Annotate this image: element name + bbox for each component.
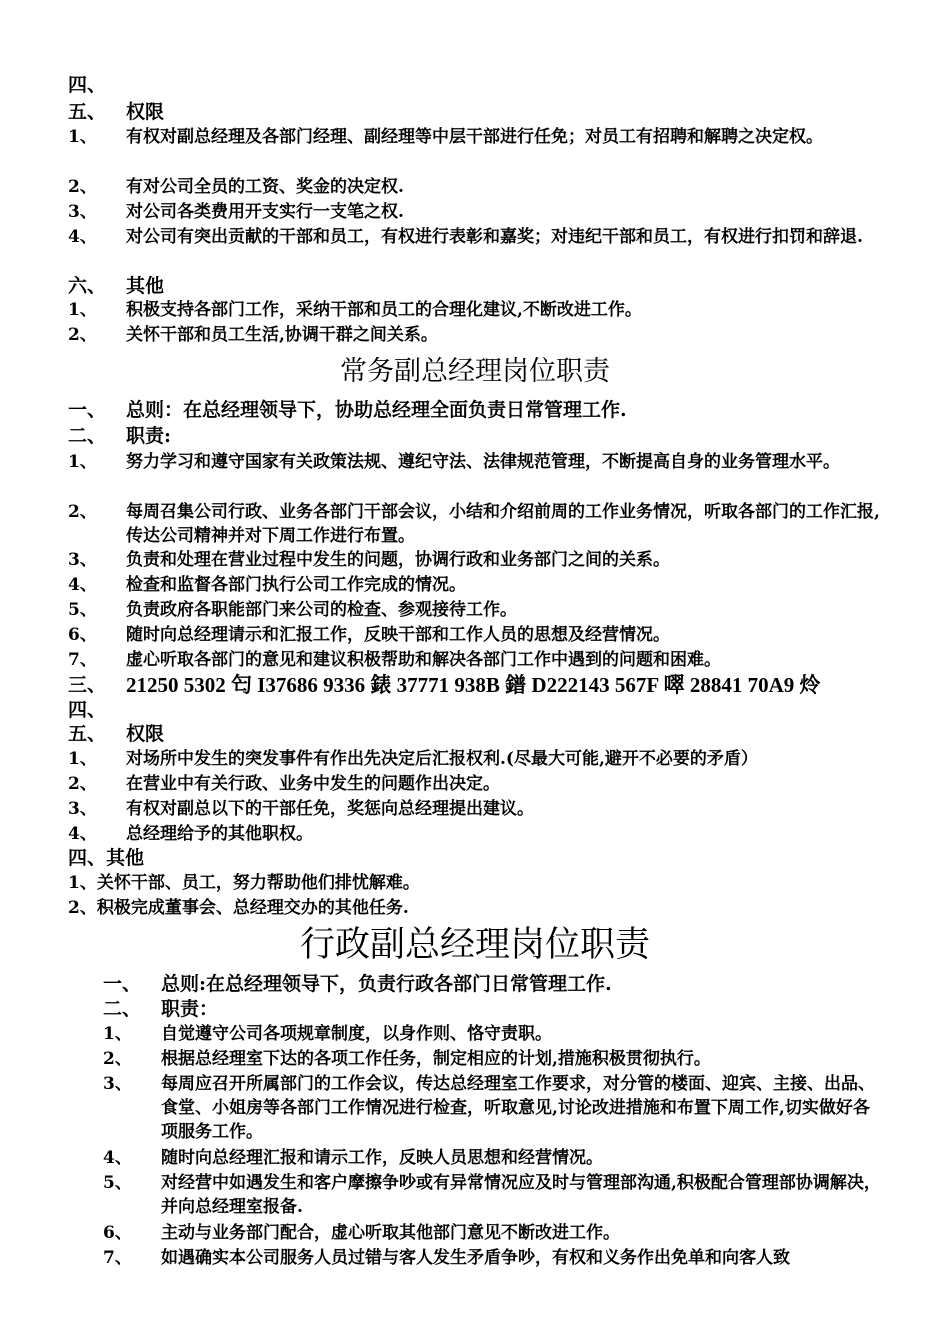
list-item: 2、积极完成董事会、总经理交办的其他任务. — [68, 898, 409, 918]
list-item: 1、关怀干部、员工，努力帮助他们排忧解难。 — [68, 873, 420, 893]
list-item: 1、 努力学习和遵守国家有关政策法规、遵纪守法、法律规范管理，不断提高自身的业务管理水平。 — [68, 452, 840, 472]
list-item: 5、 对经营中如遇发生和客户摩擦争吵或有异常情况应及时与管理部沟通,积极配合管理部协调解决，并向总经理室报备. — [103, 1173, 881, 1217]
list-item: 2、 每周召集公司行政、业务各部门干部会议，小结和介绍前周的工作业务情况，听取各部门的工作汇报,传达公司精神并对下周工作进行布置。 — [68, 502, 880, 546]
section-title: 行政副总经理岗位职责 — [299, 925, 650, 965]
list-item: 1、 有权对副总经理及各部门经理、副经理等中层干部进行任免；对员工有招聘和解聘之决定权。 — [68, 127, 823, 147]
document-page: 四、 五、 权限 1、 有权对副总经理及各部门经理、副经理等中层干部进行任免；对员工有招聘和解聘之决定权。 2、 有对公司全员的工资、奖金的决定权. 3、 对公司各类费用开支实行一支笔之权. 4、 对公司有突出贡献的干部和员工，有权进行表彰和嘉奖；对违纪干部和员工，有权进行扣罚和辞退. 六、 其他 1、 积极支持各部门工作，采纳干部和员工的合理化建议,不断改进工作。 2、 关怀干部和员工生活,协调干群之间关系。 常务副总经理岗位职责 一、 总则：在总经理领导下，协助总经理全面负责日常管理工作. 二、 职责: 1、 努力学习和遵守国家有关政策法规、遵纪守法、法律规范管理，不断提高自身的业务管理水平。 2、 每周召集公司行政、业务各部门干部会议，小结和介绍前周的工作业务情况，听取各部门的工作汇报,传达公司精神并对下周工作进行布置。 3、 负责和处理在营业过程中发生的问题，协调行政和业务部门之间的关系。 4、 检查和监督各部门执行公司工作完成的情况。 5、 负责政府各职能部门来公司的检查、参观接待工作。 6、 随时向总经理请示和汇报工作，反映干部和工作人员的思想及经营情况。 7、 虚心听取各部门的意见和建议积极帮助和解决各部门工作中遇到的问题和困难。 三、 21250 5302 匄 I37686 9336 錶 37771 938B 鐠 D222143 567F 噿 28841 70A9 炩 四、 五、 权限 1、 对场所中发生的突发事件有作出先决定后汇报权利.(尽最大可能,避开不必要的矛盾） 2、 在营业中有关行政、业务中发生的问题作出决定。 3、 有权对副总以下的干部任免，奖惩向总经理提出建议。 4、 总经理给予的其他职权。 四、其他 1、关怀干部、员工，努力帮助他们排忧解难。 2、积极完成董事会、总经理交办的其他任务. 行政副总经理岗位职责 一、 总则:在总经理领导下，负责行政各部门日常管理工作. 二、 职责： 1、 自觉遵守公司各项规章制度，以身作则、恪守责职。 2、 根据总经理室下达的各项工作任务，制定相应的计划,措施积极贯彻执行。 3、 每周应召开所属部门的工作会议，传达总经理室工作要求，对分管的楼面、迎宾、主接、出品、食堂、小姐房等各部门工作情况进行检查，听取意见,讨论改进措施和布置下周工作,切实做好各项服务工作。 4、 随时向总经理汇报和请示工作，反映人员思想和经营情况。 5、 对经营中如遇发生和客户摩擦争吵或有异常情况应及时与管理部沟通,积极配合管理部协调解决，并向总经理室报备. 6、 主动与业务部门配合，虚心听取其他部门意见不断改进工作。 7、 如遇确实本公司服务人员过错与客人发生矛盾争吵，有权和义务作出免单和向客人致 — [0, 0, 950, 1344]
list-item: 3、 每周应召开所属部门的工作会议，传达总经理室工作要求，对分管的楼面、迎宾、主接、出品、食堂、小姐房等各部门工作情况进行检查，听取意见,讨论改进措施和布置下周工作,切实做好各项服务工作。 — [103, 1074, 875, 1142]
heading-four: 四、 — [68, 74, 107, 96]
heading-four: 四、 — [68, 699, 107, 721]
heading-other: 四、其他 — [68, 847, 145, 869]
section-title: 常务副总经理岗位职责 — [340, 356, 610, 387]
list-item: 4、 对公司有突出贡献的干部和员工，有权进行表彰和嘉奖；对违纪干部和员工，有权进行扣罚和辞退. — [68, 227, 863, 247]
